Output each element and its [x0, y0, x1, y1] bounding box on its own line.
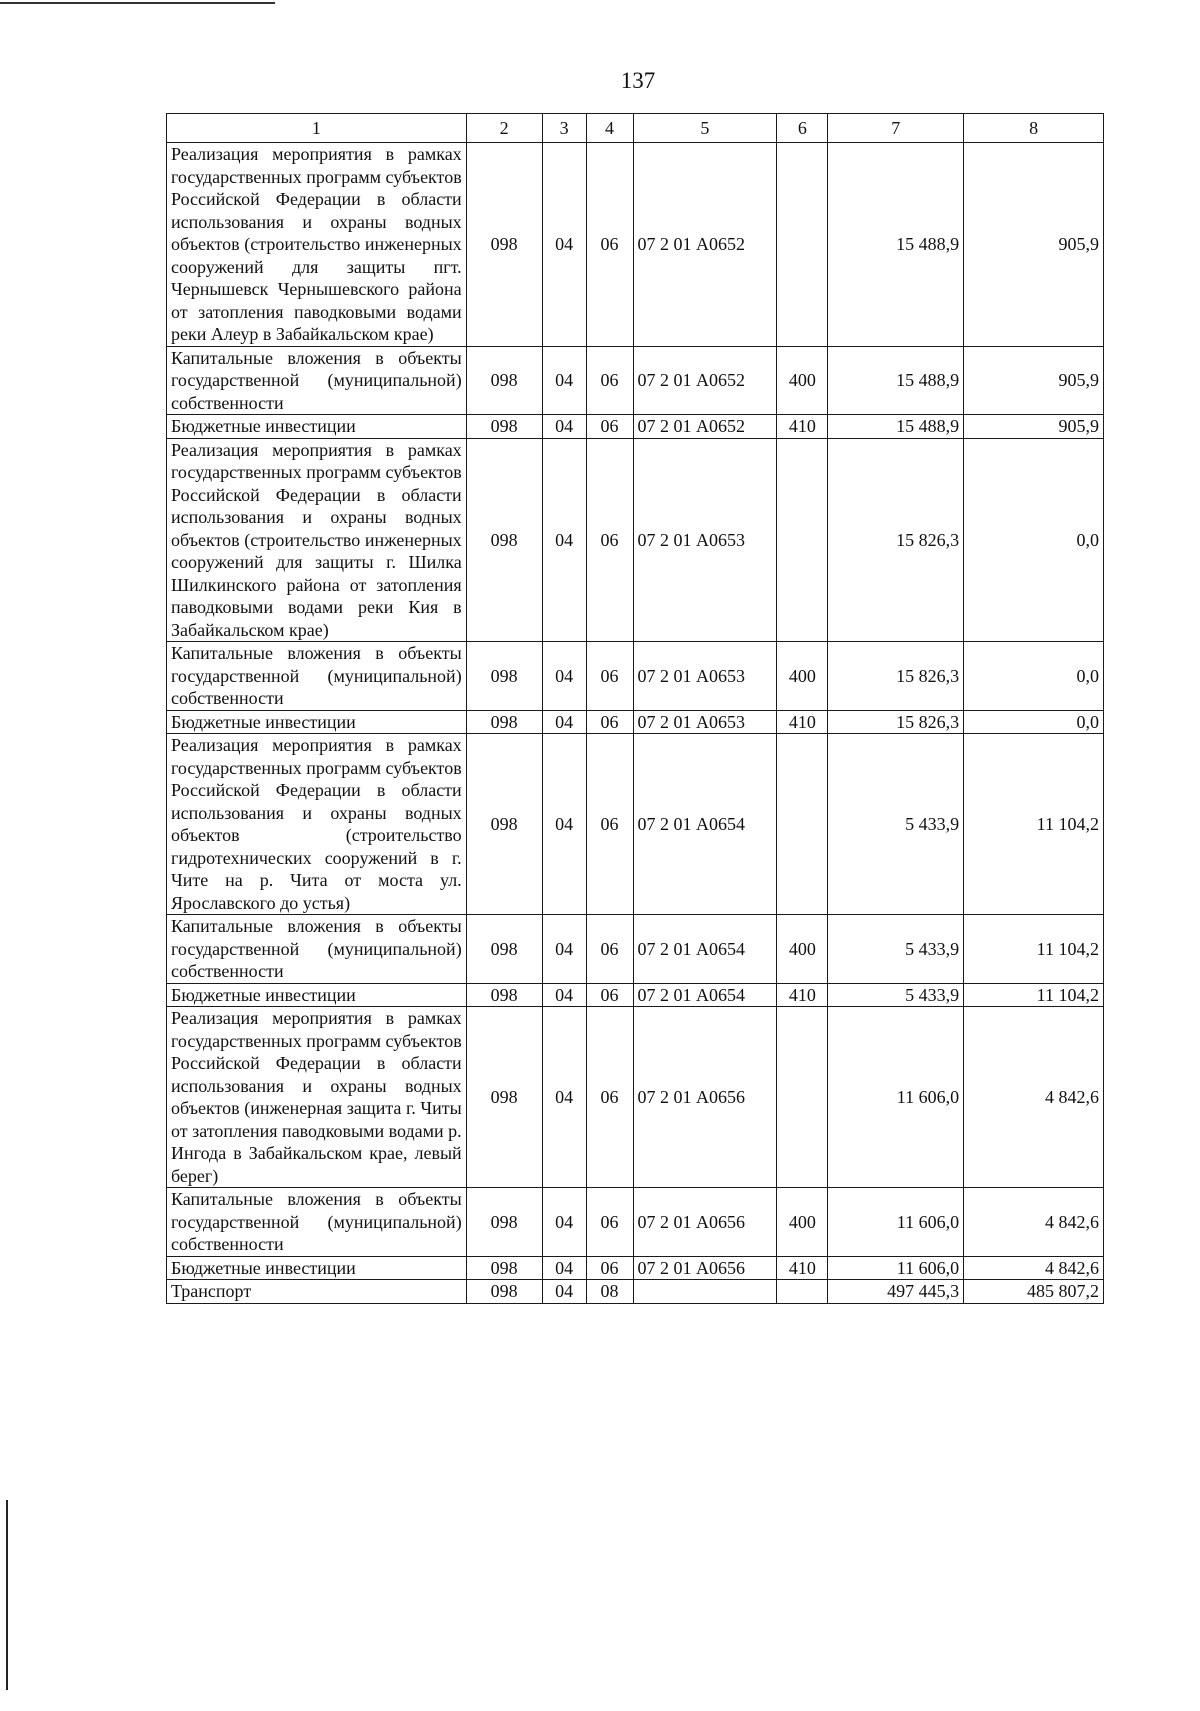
amount-year1-cell: 497 445,3 — [828, 1280, 964, 1304]
table-row — [167, 1188, 1104, 1257]
target-article-cell: 07 2 01 А0654 — [633, 734, 777, 915]
table-row — [167, 438, 1104, 642]
row-name-cell: Капитальные вложения в объекты государственной (муниципальной) собственности — [167, 346, 467, 415]
table-row — [167, 346, 1104, 415]
ministry-code-cell: 098 — [466, 415, 542, 439]
table-row — [167, 983, 1104, 1007]
amount-year1-cell: 15 826,3 — [828, 438, 964, 642]
ministry-code-cell: 098 — [466, 438, 542, 642]
target-article-cell: 07 2 01 А0652 — [633, 415, 777, 439]
expense-type-cell: 400 — [777, 346, 828, 415]
column-header: 6 — [777, 114, 828, 143]
expense-type-cell: 400 — [777, 1188, 828, 1257]
row-name-cell: Бюджетные инвестиции — [167, 1256, 467, 1280]
subsection-code-cell: 06 — [586, 710, 633, 734]
subsection-code-cell: 06 — [586, 346, 633, 415]
amount-year2-cell: 4 842,6 — [964, 1188, 1104, 1257]
row-name-cell: Транспорт — [167, 1280, 467, 1304]
amount-year2-cell: 11 104,2 — [964, 983, 1104, 1007]
scan-edge-mark — [6, 1500, 8, 1690]
expense-type-cell: 410 — [777, 983, 828, 1007]
table-row — [167, 143, 1104, 347]
amount-year2-cell: 0,0 — [964, 642, 1104, 711]
table-header-row — [167, 114, 1104, 143]
row-name-cell: Бюджетные инвестиции — [167, 415, 467, 439]
amount-year1-cell: 15 826,3 — [828, 642, 964, 711]
amount-year1-cell: 5 433,9 — [828, 734, 964, 915]
table-row — [167, 734, 1104, 915]
ministry-code-cell: 098 — [466, 1256, 542, 1280]
ministry-code-cell: 098 — [466, 1007, 542, 1188]
amount-year2-cell: 905,9 — [964, 143, 1104, 347]
amount-year1-cell: 5 433,9 — [828, 915, 964, 984]
column-header: 1 — [167, 114, 467, 143]
budget-table — [166, 113, 1104, 1304]
table-row — [167, 1280, 1104, 1304]
row-name-cell: Капитальные вложения в объекты государственной (муниципальной) собственности — [167, 642, 467, 711]
target-article-cell: 07 2 01 А0656 — [633, 1188, 777, 1257]
row-name-cell: Реализация мероприятия в рамках государственных программ субъектов Российской Федерации в области использования и охраны водных объектов (строительство инженерных сооружений для защиты г. Шилка Шилкинского района от затопления паводковыми водами реки Кия в Забайкальском крае) — [167, 438, 467, 642]
column-header: 7 — [828, 114, 964, 143]
expense-type-cell — [777, 438, 828, 642]
ministry-code-cell: 098 — [466, 1280, 542, 1304]
amount-year2-cell: 4 842,6 — [964, 1007, 1104, 1188]
ministry-code-cell: 098 — [466, 915, 542, 984]
section-code-cell: 04 — [542, 1256, 586, 1280]
section-code-cell: 04 — [542, 346, 586, 415]
expense-type-cell — [777, 1007, 828, 1188]
column-header: 8 — [964, 114, 1104, 143]
section-code-cell: 04 — [542, 915, 586, 984]
section-code-cell: 04 — [542, 642, 586, 711]
expense-type-cell: 410 — [777, 1256, 828, 1280]
scan-edge-mark — [0, 2, 275, 4]
table-row — [167, 642, 1104, 711]
ministry-code-cell: 098 — [466, 710, 542, 734]
target-article-cell: 07 2 01 А0654 — [633, 915, 777, 984]
ministry-code-cell: 098 — [466, 983, 542, 1007]
expense-type-cell — [777, 143, 828, 347]
subsection-code-cell: 06 — [586, 438, 633, 642]
section-code-cell: 04 — [542, 983, 586, 1007]
amount-year1-cell: 11 606,0 — [828, 1256, 964, 1280]
section-code-cell: 04 — [542, 710, 586, 734]
amount-year1-cell: 11 606,0 — [828, 1007, 964, 1188]
amount-year2-cell: 11 104,2 — [964, 734, 1104, 915]
table-row — [167, 915, 1104, 984]
row-name-cell: Реализация мероприятия в рамках государственных программ субъектов Российской Федерации в области использования и охраны водных объектов (инженерная защита г. Читы от затопления паводковыми водами р. Ингода в Забайкальском крае, левый берег) — [167, 1007, 467, 1188]
subsection-code-cell: 06 — [586, 1007, 633, 1188]
section-code-cell: 04 — [542, 438, 586, 642]
expense-type-cell — [777, 1280, 828, 1304]
table-row — [167, 710, 1104, 734]
page-number: 137 — [620, 68, 656, 93]
target-article-cell: 07 2 01 А0653 — [633, 642, 777, 711]
amount-year2-cell: 4 842,6 — [964, 1256, 1104, 1280]
amount-year2-cell: 905,9 — [964, 346, 1104, 415]
target-article-cell: 07 2 01 А0653 — [633, 438, 777, 642]
expense-type-cell: 400 — [777, 642, 828, 711]
amount-year1-cell: 15 826,3 — [828, 710, 964, 734]
section-code-cell: 04 — [542, 1280, 586, 1304]
subsection-code-cell: 06 — [586, 734, 633, 915]
row-name-cell: Бюджетные инвестиции — [167, 710, 467, 734]
section-code-cell: 04 — [542, 143, 586, 347]
table-row — [167, 1007, 1104, 1188]
table-row — [167, 1256, 1104, 1280]
row-name-cell: Бюджетные инвестиции — [167, 983, 467, 1007]
section-code-cell: 04 — [542, 1188, 586, 1257]
subsection-code-cell: 06 — [586, 983, 633, 1007]
amount-year2-cell: 11 104,2 — [964, 915, 1104, 984]
amount-year2-cell: 0,0 — [964, 438, 1104, 642]
amount-year1-cell: 11 606,0 — [828, 1188, 964, 1257]
section-code-cell: 04 — [542, 734, 586, 915]
row-name-cell: Капитальные вложения в объекты государственной (муниципальной) собственности — [167, 1188, 467, 1257]
target-article-cell: 07 2 01 А0654 — [633, 983, 777, 1007]
section-code-cell: 04 — [542, 415, 586, 439]
ministry-code-cell: 098 — [466, 734, 542, 915]
amount-year1-cell: 15 488,9 — [828, 143, 964, 347]
target-article-cell: 07 2 01 А0652 — [633, 346, 777, 415]
ministry-code-cell: 098 — [466, 143, 542, 347]
subsection-code-cell: 06 — [586, 642, 633, 711]
row-name-cell: Реализация мероприятия в рамках государственных программ субъектов Российской Федерации в области использования и охраны водных объектов (строительство инженерных сооружений для защиты пгт. Чернышевск Чернышевского района от затопления паводковыми водами реки Алеур в Забайкальском крае) — [167, 143, 467, 347]
column-header: 3 — [542, 114, 586, 143]
amount-year2-cell: 905,9 — [964, 415, 1104, 439]
ministry-code-cell: 098 — [466, 642, 542, 711]
amount-year2-cell: 0,0 — [964, 710, 1104, 734]
amount-year1-cell: 5 433,9 — [828, 983, 964, 1007]
column-header: 2 — [466, 114, 542, 143]
target-article-cell: 07 2 01 А0656 — [633, 1007, 777, 1188]
ministry-code-cell: 098 — [466, 1188, 542, 1257]
column-header: 5 — [633, 114, 777, 143]
target-article-cell — [633, 1280, 777, 1304]
target-article-cell: 07 2 01 А0653 — [633, 710, 777, 734]
subsection-code-cell: 06 — [586, 1188, 633, 1257]
subsection-code-cell: 06 — [586, 143, 633, 347]
expense-type-cell: 400 — [777, 915, 828, 984]
row-name-cell: Капитальные вложения в объекты государственной (муниципальной) собственности — [167, 915, 467, 984]
section-code-cell: 04 — [542, 1007, 586, 1188]
table-row — [167, 415, 1104, 439]
expense-type-cell: 410 — [777, 710, 828, 734]
amount-year1-cell: 15 488,9 — [828, 346, 964, 415]
amount-year1-cell: 15 488,9 — [828, 415, 964, 439]
expense-type-cell — [777, 734, 828, 915]
column-header: 4 — [586, 114, 633, 143]
target-article-cell: 07 2 01 А0652 — [633, 143, 777, 347]
target-article-cell: 07 2 01 А0656 — [633, 1256, 777, 1280]
subsection-code-cell: 06 — [586, 415, 633, 439]
subsection-code-cell: 06 — [586, 1256, 633, 1280]
expense-type-cell: 410 — [777, 415, 828, 439]
row-name-cell: Реализация мероприятия в рамках государственных программ субъектов Российской Федерации в области использования и охраны водных объектов (строительство гидротехнических сооружений в г. Чите на р. Чита от моста ул. Ярославского до устья) — [167, 734, 467, 915]
amount-year2-cell: 485 807,2 — [964, 1280, 1104, 1304]
subsection-code-cell: 08 — [586, 1280, 633, 1304]
subsection-code-cell: 06 — [586, 915, 633, 984]
ministry-code-cell: 098 — [466, 346, 542, 415]
